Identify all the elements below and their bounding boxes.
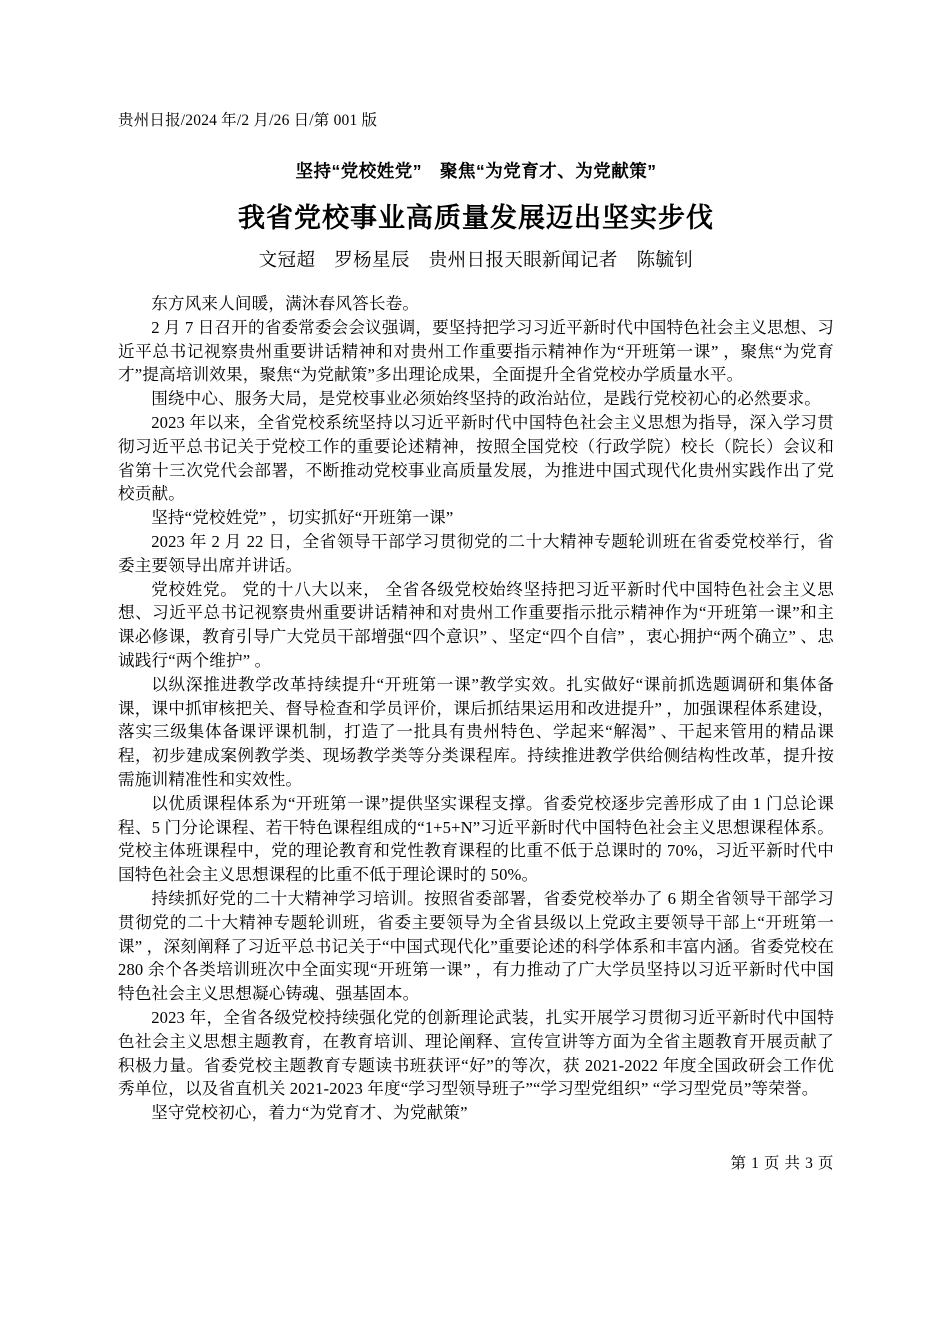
section-heading-paragraph: 坚守党校初心，着力“为党育才、为党献策”: [151, 1103, 468, 1123]
section-heading-paragraph: 坚持“党校姓党” ，切实抓好“开班第一课”: [151, 508, 454, 528]
document-content: [118, 110, 834, 1125]
body-paragraph: 2023 年，全省各级党校持续强化党的创新理论武装，扎实开展学习贯彻习近平新时代中国特色社会主义思想主题教育，在教育培训、理论阐释、宣传宣讲等方面为全省主题教育开展贡献了积极力量。省委党校主题教育专题读书班获评“好”的等次，获 2021-2022 年度全国政研会工作优秀单位，以及省直机关 2021-2023 年度“学习型领导班子”“学习型党组织” “学习型党员”等荣誉。: [118, 1007, 834, 1099]
article-subtitle: 坚持“党校姓党” 聚焦“为党育才、为党献策”: [295, 161, 657, 181]
article-body: [118, 292, 834, 1125]
body-paragraph: 东方风来人间暖，满沐春风答长卷。: [151, 294, 420, 313]
body-paragraph: 以纵深推进教学改革持续提升“开班第一课”教学实效。扎实做好“课前抓选题调研和集体备课，课中抓审核把关、督导检查和学员评价，课后抓结果运用和改进提升” ，加强课程体系建设，落实三级集体备课评课机制，打造了一批具有贵州特色、学起来“解渴” 、干起来管用的精品课程，初步建成案例教学类、现场教学类等分类课程库。持续推进教学供给侧结构性改革，提升按需施训精准性和实效性。: [118, 674, 834, 789]
body-paragraph: 以优质课程体系为“开班第一课”提供坚实课程支撑。省委党校逐步完善形成了由 1 门总论课程、5 门分论课程、若干特色课程组成的“1+5+N”习近平新时代中国特色社会主义思想课程体系。党校主体班课程中，党的理论教育和党性教育课程的比重不低于总课时的 70%，习近平新时代中国特色社会主义思想课程的比重不低于理论课时的 50%。: [118, 793, 834, 885]
body-paragraph: 围绕中心、服务大局，是党校事业必须始终坚持的政治站位，是践行党校初心的必然要求。: [151, 389, 821, 409]
body-paragraph: 持续抓好党的二十大精神学习培训。按照省委部署，省委党校举办了 6 期全省领导干部学习贯彻党的二十大精神专题轮训班，省委主要领导为全省县级以上党政主要领导干部上“开班第一课” ，深刻阐释了习近平总书记关于“中国式现代化”重要论述的科学体系和丰富内涵。省委党校在 280 余个各类培训班次中全面实现“开班第一课” ，有力推动了广大学员坚持以习近平新时代中国特色社会主义思想凝心铸魂、强基固本。: [118, 888, 834, 1004]
body-paragraph: 2023 年 2 月 22 日，全省领导干部学习贯彻党的二十大精神专题轮训班在省委党校举行，省委主要领导出席并讲话。: [118, 531, 834, 575]
page-number-footer: 第 1 页 共 3 页: [730, 1155, 834, 1172]
body-paragraph: 2 月 7 日召开的省委常委会会议强调，要坚持把学习习近平新时代中国特色社会主义思想、习近平总书记视察贵州重要讲话精神和对贵州工作重要指示精神作为“开班第一课” ，聚焦“为党育才”提高培训效果，聚焦“为党献策”多出理论成果，全面提升全省党校办学质量水平。: [118, 317, 834, 385]
body-paragraph: 党校姓党。 党的十八大以来， 全省各级党校始终坚持把习近平新时代中国特色社会主义思想、习近平总书记视察贵州重要讲话精神和对贵州工作重要指示批示精神作为“开班第一课”和主课必修课，教育引导广大党员干部增强“四个意识” 、坚定“四个自信” ，衷心拥护“两个确立” 、忠诚践行“两个维护” 。: [118, 579, 834, 670]
article-main-title: 我省党校事业高质量发展迈出坚实步伐: [238, 203, 714, 233]
source-line: 贵州日报/2024 年/2 月/26 日/第 001 版: [118, 112, 378, 129]
article-byline: 文冠超 罗杨星辰 贵州日报天眼新闻记者 陈毓钊: [258, 251, 694, 271]
body-paragraph: 2023 年以来，全省党校系统坚持以习近平新时代中国特色社会主义思想为指导，深入学习贯彻习近平总书记关于党校工作的重要论述精神，按照全国党校（行政学院）校长（院长）会议和省第十三次党代会部署，不断推动党校事业高质量发展，为推进中国式现代化贵州实践作出了党校贡献。: [118, 412, 834, 504]
